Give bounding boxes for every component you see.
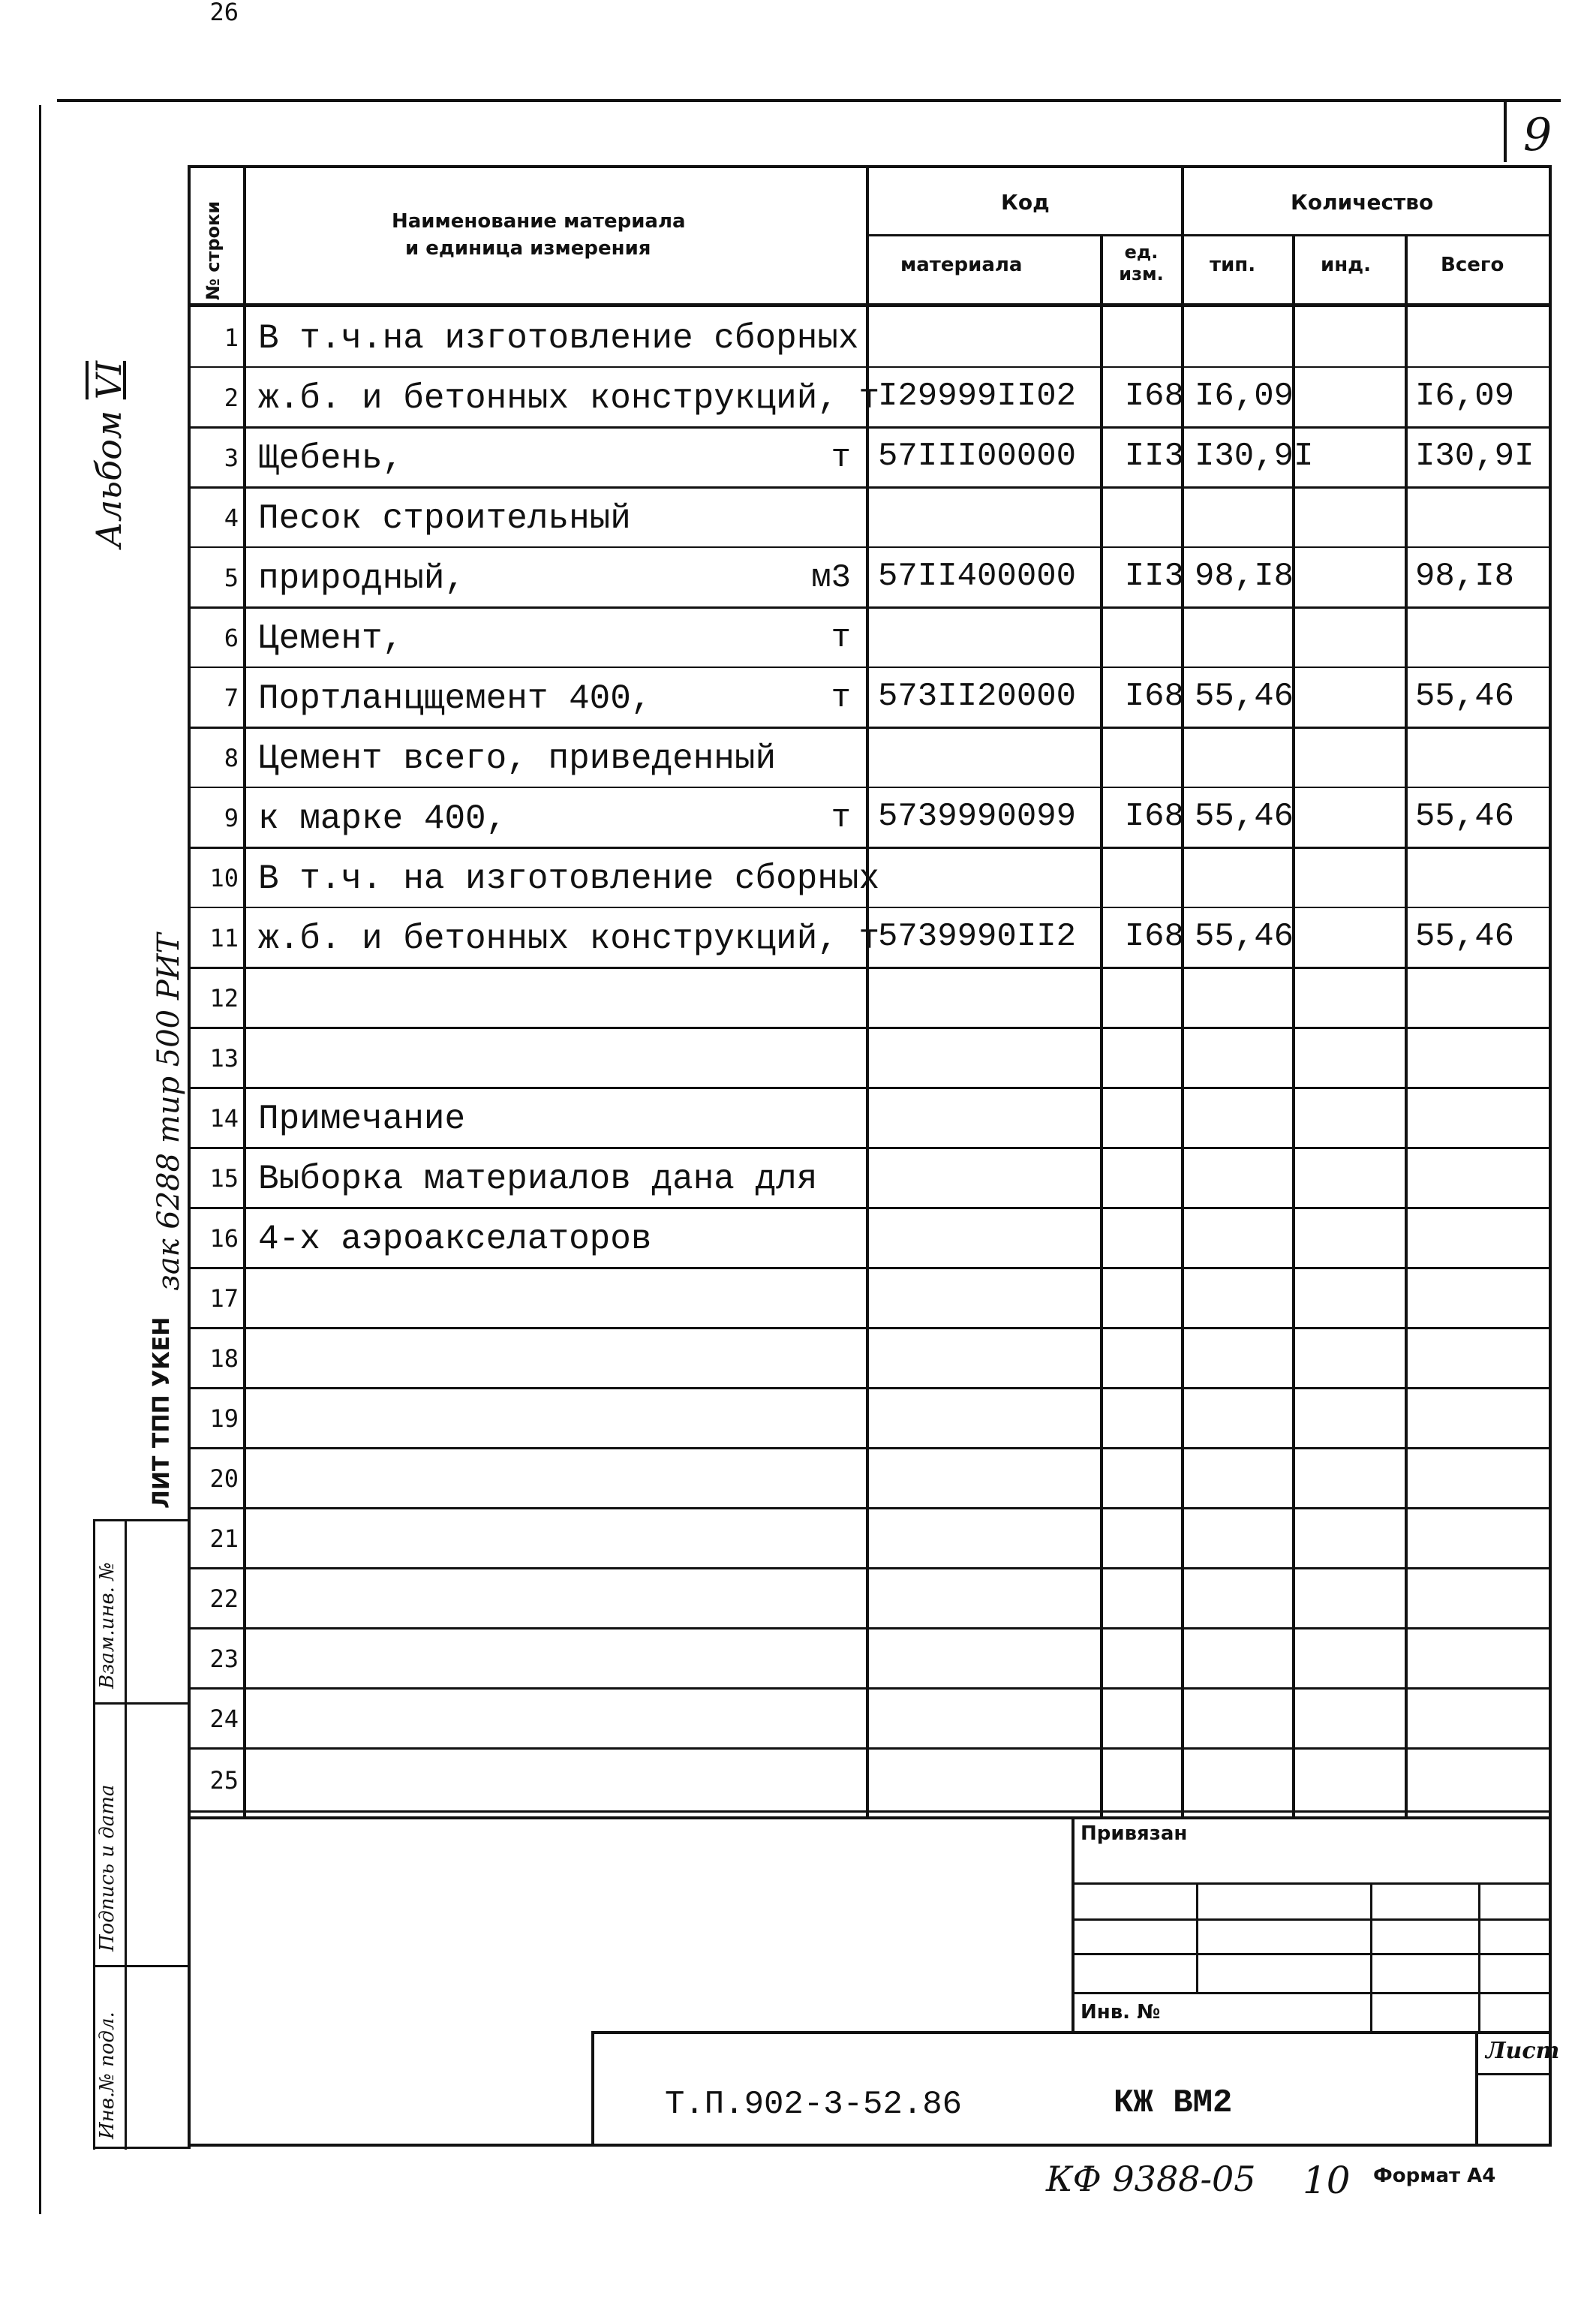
table-top-border xyxy=(188,165,1552,168)
row-name: 4-х аэроакселаторов xyxy=(258,1220,652,1259)
row-qty-tip: 55,46 xyxy=(1195,798,1294,835)
footer-format: Формат А4 xyxy=(1373,2165,1496,2187)
row-number: 3 xyxy=(224,444,239,472)
inv-no-label: Инв. № xyxy=(1081,2001,1161,2024)
row-divider xyxy=(188,426,1552,429)
row-name: природный, xyxy=(258,559,466,598)
row-number: 22 xyxy=(209,1584,239,1613)
row-number: 2 xyxy=(224,384,239,412)
side-column-bottom xyxy=(93,2147,191,2149)
row-qty-total: 55,46 xyxy=(1415,798,1515,835)
side-column-left xyxy=(93,1519,95,2150)
sheet-number: 9 xyxy=(1523,109,1552,161)
row-number: 8 xyxy=(224,744,239,772)
row-divider xyxy=(188,667,1552,668)
title-block-top xyxy=(591,2031,1552,2034)
row-number: 12 xyxy=(209,984,239,1013)
header-sub-divider xyxy=(866,234,1552,236)
header-total: Всего xyxy=(1441,254,1504,276)
header-code: Код xyxy=(1001,190,1050,215)
row-qty-tip: 55,46 xyxy=(1195,918,1294,955)
footer-page: 10 xyxy=(1303,2159,1351,2202)
header-ind: инд. xyxy=(1321,254,1372,276)
row-number: 4 xyxy=(224,504,239,532)
row-code: 57III00000 xyxy=(878,438,1077,475)
row-code: 573II20000 xyxy=(878,678,1077,715)
row-number: 7 xyxy=(224,684,239,712)
row-qty-total: 55,46 xyxy=(1415,918,1515,955)
row-number: 13 xyxy=(209,1044,239,1073)
album-number: VI xyxy=(89,360,129,400)
privyazan-left xyxy=(1072,1816,1075,2034)
header-material: материала xyxy=(900,254,1023,276)
side-column-h2 xyxy=(93,1965,191,1967)
row-divider xyxy=(188,1627,1552,1629)
footer-kf: КФ 9388-05 xyxy=(1046,2159,1256,2199)
header-tip: тип. xyxy=(1210,254,1256,276)
designation: Т.П.902-3-52.86 xyxy=(665,2086,963,2123)
row-number: 10 xyxy=(209,864,239,892)
row-divider xyxy=(188,787,1552,788)
row-number: 25 xyxy=(209,1766,239,1795)
row-unit: т xyxy=(831,439,851,477)
privyazan-v1 xyxy=(1196,1882,1198,1992)
stamp-bottom-border xyxy=(188,2144,1552,2147)
row-number: 15 xyxy=(209,1164,239,1193)
privyazan-v3 xyxy=(1478,1882,1480,2033)
header-bottom-border xyxy=(188,303,1552,307)
row-name: Песок строительный xyxy=(258,499,631,538)
row-divider xyxy=(188,486,1552,489)
row-unit: т xyxy=(831,799,851,837)
row-name: к марке 400, xyxy=(258,799,507,838)
row-number: 20 xyxy=(209,1464,239,1493)
row-divider xyxy=(188,1387,1552,1389)
side-column-top xyxy=(93,1519,191,1521)
header-name-line2: и единица измерения xyxy=(405,237,651,260)
row-unit-code: I68 xyxy=(1124,918,1184,955)
row-name: ж.б. и бетонных конструкций, т xyxy=(258,919,880,958)
row-number: 11 xyxy=(209,924,239,952)
header-quantity: Количество xyxy=(1291,190,1434,215)
header-unit: ед. изм. xyxy=(1119,242,1164,284)
row-number: 1 xyxy=(224,323,239,352)
row-number: 18 xyxy=(209,1344,239,1373)
row-divider xyxy=(188,1447,1552,1449)
row-number: 17 xyxy=(209,1284,239,1313)
row-divider xyxy=(188,847,1552,849)
row-divider xyxy=(188,1027,1552,1029)
row-divider xyxy=(188,1147,1552,1149)
table-right-border xyxy=(1549,165,1552,2147)
row-qty-tip: 98,I8 xyxy=(1195,558,1294,595)
row-number: 9 xyxy=(224,804,239,832)
sheet-number-box-left xyxy=(1504,102,1507,162)
row-unit-code: I68 xyxy=(1124,378,1184,415)
side-label-inv-podl: Инв.№ подл. xyxy=(96,2012,119,2139)
row-unit-code: II3 xyxy=(1124,438,1184,475)
stamp-left-border xyxy=(188,1816,191,2147)
row-name: В т.ч.на изготовление сборных xyxy=(258,319,859,358)
row-code: I29999II02 xyxy=(878,378,1077,415)
row-number: 24 xyxy=(209,1705,239,1733)
row-number: 26 xyxy=(209,0,239,26)
stamp-top-border xyxy=(188,1816,1552,1819)
row-unit-code: I68 xyxy=(1124,678,1184,715)
row-unit-code: II3 xyxy=(1124,558,1184,595)
row-divider xyxy=(188,546,1552,548)
row-name: Примечание xyxy=(258,1100,466,1139)
row-number: 14 xyxy=(209,1104,239,1133)
header-name-line1: Наименование материала xyxy=(392,210,686,233)
side-label-podpis-data: Подпись и дата xyxy=(96,1784,119,1951)
row-number: 19 xyxy=(209,1404,239,1433)
privyazan-label: Привязан xyxy=(1081,1822,1188,1845)
side-label-vzam-inv: Взам.инв. № xyxy=(96,1562,119,1689)
row-unit: т xyxy=(831,619,851,657)
album-label: Альбом VI xyxy=(89,360,129,548)
row-unit: м3 xyxy=(811,559,851,597)
row-name: В т.ч. на изготовление сборных xyxy=(258,859,880,898)
list-box-left xyxy=(1475,2031,1478,2145)
row-divider xyxy=(188,907,1552,908)
row-number: 5 xyxy=(224,564,239,592)
row-name: Щебень, xyxy=(258,439,404,478)
row-number: 6 xyxy=(224,624,239,652)
col-line-material xyxy=(1100,234,1103,1816)
row-divider xyxy=(188,1327,1552,1329)
row-number: 16 xyxy=(209,1224,239,1253)
row-qty-tip: I6,09 xyxy=(1195,378,1294,415)
row-divider xyxy=(188,366,1552,368)
row-divider xyxy=(188,606,1552,609)
title-block-left xyxy=(591,2031,594,2145)
row-qty-total: 55,46 xyxy=(1415,678,1515,715)
side-column-mid xyxy=(125,1519,127,2150)
privyazan-v2 xyxy=(1370,1882,1372,2033)
row-divider xyxy=(188,1267,1552,1269)
row-divider xyxy=(188,1507,1552,1509)
row-divider xyxy=(188,1567,1552,1569)
row-code: 5739990099 xyxy=(878,798,1077,835)
row-name: Цемент, xyxy=(258,619,404,658)
row-qty-total: I30,9I xyxy=(1415,438,1534,475)
row-qty-total: I6,09 xyxy=(1415,378,1515,415)
side-copy-stamp: ЛИТ ТПП УКЕН xyxy=(149,1316,175,1509)
drawing-mark: КЖ ВМ2 xyxy=(1114,2084,1233,2122)
row-number: 23 xyxy=(209,1644,239,1673)
row-unit: т xyxy=(831,679,851,717)
header-row-number: № строки xyxy=(203,200,224,300)
row-name: Цемент всего, приведенный xyxy=(258,739,777,778)
row-divider xyxy=(188,1087,1552,1089)
row-name: Портланцщемент 400, xyxy=(258,679,652,718)
list-label: Лист xyxy=(1486,2038,1560,2064)
row-divider xyxy=(188,1810,1552,1813)
row-unit-code: I68 xyxy=(1124,798,1184,835)
side-handwritten-order: зак 6288 тир 500 РИТ xyxy=(152,933,186,1291)
row-code: 5739990II2 xyxy=(878,918,1077,955)
row-divider xyxy=(188,1747,1552,1750)
col-line-ind xyxy=(1405,234,1408,1816)
row-qty-tip: 55,46 xyxy=(1195,678,1294,715)
row-name: Выборка материалов дана для xyxy=(258,1160,818,1199)
row-name: ж.б. и бетонных конструкций, т xyxy=(258,379,880,418)
row-qty-total: 98,I8 xyxy=(1415,558,1515,595)
frame-top-border xyxy=(57,99,1561,102)
left-margin-line xyxy=(39,105,41,2214)
row-divider xyxy=(188,1207,1552,1209)
row-code: 57II400000 xyxy=(878,558,1077,595)
row-divider xyxy=(188,727,1552,729)
side-column-h1 xyxy=(93,1702,191,1705)
row-divider xyxy=(188,1687,1552,1690)
list-box-divider xyxy=(1475,2073,1552,2075)
row-divider xyxy=(188,967,1552,969)
row-qty-tip: I30,9I xyxy=(1195,438,1314,475)
row-number: 21 xyxy=(209,1524,239,1553)
